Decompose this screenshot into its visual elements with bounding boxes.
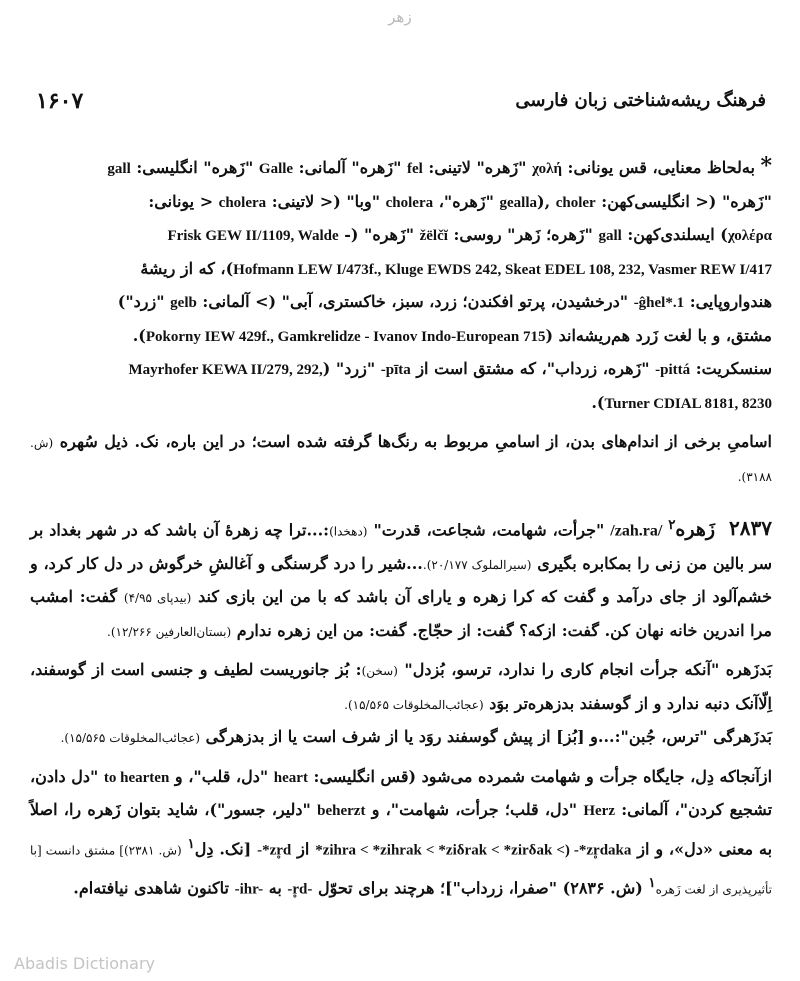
closing-paragraph: ازآنجاکه دِل، جایگاه جرأت و شهامت شمرده می‌شود (قس انگلیسی: heart "دل، قلب"، و to hearten "دل دادن، تشجیع کردن"، آلمانی: Herz "دل، قلب؛ جرأت، شهامت"، و beherzt "دلیر، جسور")، شاید بتوان زَهره را، اصلاً به معنی «دل»، و از *zihra < *zihrak < *ziδrak < *zirδak <) -*zr̥daka از -*zr̥d [نک. دِل$^۱$ (ش. ۲۳۸۱)] مشتق دانست [با تأثیرپذیری از لغت زَهره$^۱$ (ش. ۲۸۳۶) "صفرا، زرداب"]؛ هرچند برای تحوّل -r̥d- به -ihr- تاکنون شاهدی نیافته‌ام. <box>30 766 773 897</box>
etymology-line-7: سنسکریت: -pittá "زَهره، زرداب"، که مشتق است از -pīta "زرد" (Mayrhofer KEWA II/279, 292, <box>128 359 772 378</box>
document-body <box>30 150 772 905</box>
derivative-badzahregi: بَدزَهرگی "ترس، جُبن":...و [بُز] از پیش گوسفند روَد یا از شرف است یا از بدزهرگی (عجائب‌المخلوقات ۱۵/۵۶۵). <box>60 727 772 747</box>
entry-definition: "جرأت، شهامت، شجاعت، قدرت" <box>373 520 605 540</box>
etymology-line-1: * به‌لحاظ معنایی، قس یونانی: χολή "زَهره" لاتینی: fel "زَهره" آلمانی: Galle "زَهره" انگلیسی: gall <box>107 153 772 179</box>
etymology-line-8: Turner CDIAL 8181, 8230). <box>591 392 772 412</box>
watermark-text: Abadis Dictionary <box>14 954 155 973</box>
derivative-word: بَدزَهره <box>725 660 772 680</box>
book-title: فرهنگ ریشه‌شناختی زبان فارسی <box>515 90 766 111</box>
etymology-line-6: مشتق، و با لغت زَرد هم‌ریشه‌اند (Pokorny IEW 429f., Gamkrelidze - Ivanov Indo-European 715). <box>132 325 772 345</box>
etymology-line-2: "زَهره" (< انگلیسی‌کهن: gealla), choler "زَهره"، cholera "وبا" (< لاتینی: cholera < یونانی: <box>148 191 772 211</box>
entry-phonetic: /zah.ra/ <box>610 522 663 540</box>
page-header <box>30 88 770 118</box>
entry-headword: زَهره <box>675 518 716 541</box>
entry-2837: ۲۸۳۷زَهره$^۲$ /zah.ra/ "جرأت، شهامت، شجاعت، قدرت" (دهخدا):...ترا چه زهرهٔ آن باشد که در شهر بغداد بر سر بالین من زنی را بمکابره بگیری (سیرالملوک ۲۰/۱۷۷)....شیر را درد گرسنگی و آغالشِ خرگوش در دل کار کرد، و خشم‌آلود از جای درآمد و گفت که کرا زهره و یارای آن باشد که با من این بازی کند (بیدپای ۴/۹۵) گفت: امشب مرا اندرین خانه نهان کن. گفت: ازکه؟ گفت: از حجّاج. گفت: من این زهره ندارم (بستان‌العارفین ۱۲/۲۶۶). <box>30 516 772 640</box>
entry-number: ۲۸۳۷ <box>729 516 772 541</box>
derivative-badzahre: بَدزَهره "آنکه جرأت انجام کاری را ندارد، ترسو، بُزدل" (سخن): بُز جانوریست لطیف و جنسی است از گوسفند، اِلّاآنک دنبه ندارد و از گوسفند بدزهره‌تر بوَد (عجائب‌المخلوقات ۱۵/۵۶۵). <box>30 660 772 713</box>
derivative-word: بَدزَهرگی <box>713 727 772 747</box>
etymology-line-3: χολέρα) ایسلندی‌کهن: gall "زَهره؛ زَهر" روسی: žëlčĭ "زَهره" (- Frisk GEW II/1109, Walde <box>167 225 772 244</box>
etymology-line-5: هندواروپایی: -ĝhel*.1 "درخشیدن، پرتو افکندن؛ زرد، سبز، خاکستری، آبی" (> آلمانی: gelb "زرد") <box>117 292 772 311</box>
etymology-note: اسامیِ برخی از اندام‌های بدن، از اسامیِ مربوط به رنگ‌ها گرفته شده است؛ در این باره، نک. ذیل سُهره (ش. ۳۱۸۸). <box>30 432 772 484</box>
entry-superscript: ۲ <box>668 517 676 533</box>
etymology-line-4: Hofmann LEW I/473f., Kluge EWDS 242, Skeat EDEL 108, 232, Vasmer REW I/417)، که از ریشهٔ <box>140 258 772 278</box>
page-top-word: زهر <box>388 8 412 26</box>
page-number: ۱۶۰۷ <box>36 88 84 114</box>
